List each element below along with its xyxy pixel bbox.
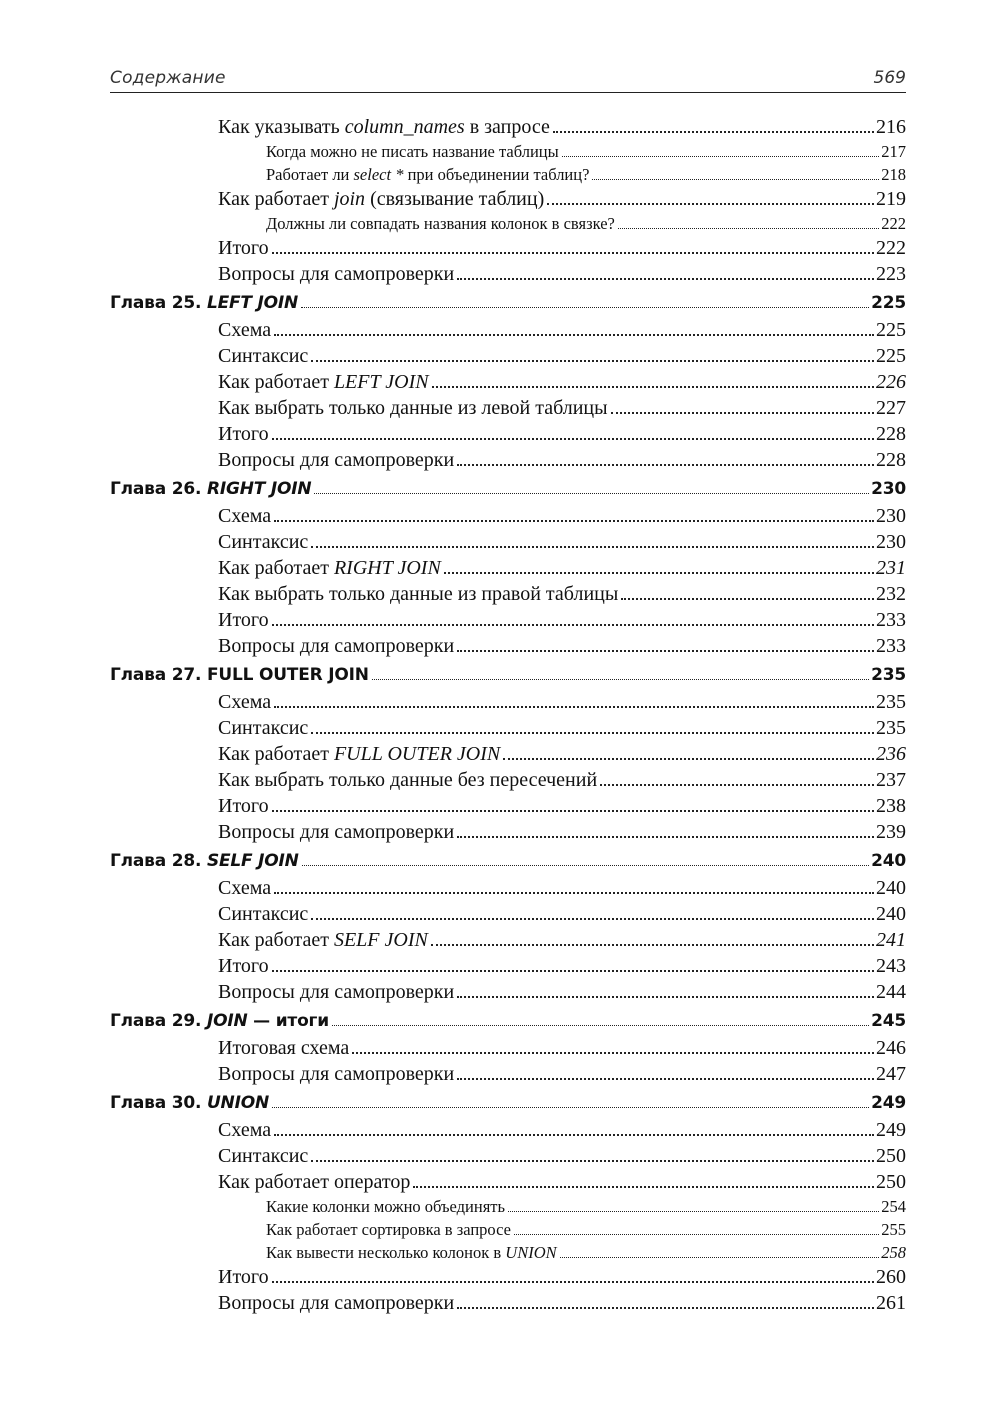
- chapter-page: 249: [871, 1093, 906, 1113]
- toc-entry[interactable]: [110, 531, 906, 557]
- toc-entry[interactable]: [110, 877, 906, 903]
- toc-chapter-30[interactable]: [110, 1093, 906, 1119]
- toc-entry[interactable]: [110, 821, 906, 847]
- toc-entry[interactable]: [110, 1171, 906, 1197]
- toc-entry-page: 250: [876, 1171, 906, 1193]
- toc-entry[interactable]: [110, 1292, 906, 1318]
- toc-entry-title: Работает ли select * при объединении таблиц?: [266, 165, 590, 184]
- dot-leader: [457, 278, 874, 280]
- toc-entry-title: Вопросы для самопроверки: [218, 1063, 455, 1085]
- toc-entry[interactable]: [110, 1145, 906, 1171]
- dot-leader: [503, 758, 874, 760]
- dot-leader: [314, 493, 869, 494]
- dot-leader: [311, 546, 874, 548]
- toc-entry-title: Итого: [218, 1266, 269, 1288]
- toc-entry-page: 216: [876, 116, 906, 138]
- dot-leader: [514, 1234, 879, 1235]
- toc-entry-page: 238: [876, 795, 906, 817]
- toc-entry-title: Синтаксис: [218, 717, 309, 739]
- chapter-page: 225: [871, 293, 906, 313]
- toc-entry[interactable]: [110, 1037, 906, 1063]
- toc-subentry[interactable]: [110, 142, 906, 165]
- toc-entry-title: Вопросы для самопроверки: [218, 821, 455, 843]
- dot-leader: [274, 1134, 874, 1136]
- dot-leader: [413, 1186, 874, 1188]
- toc-chapter-26[interactable]: [110, 479, 906, 505]
- dot-leader: [457, 650, 874, 652]
- toc-entry[interactable]: [110, 371, 906, 397]
- toc-entry-title: Должны ли совпадать названия колонок в связке?: [266, 214, 615, 233]
- dot-leader: [611, 412, 874, 414]
- dot-leader: [432, 386, 874, 388]
- toc-entry-title: Как вывести несколько колонок в UNION: [266, 1243, 557, 1262]
- toc-entry-title: Как работает FULL OUTER JOIN: [218, 743, 501, 765]
- dot-leader: [302, 865, 869, 866]
- toc-entry[interactable]: [110, 635, 906, 661]
- running-header-title: Содержание: [110, 68, 226, 88]
- toc-entry[interactable]: [110, 717, 906, 743]
- toc-entry-title: Как работает RIGHT JOIN: [218, 557, 441, 579]
- dot-leader: [457, 1078, 874, 1080]
- toc-entry-page: 225: [876, 319, 906, 341]
- toc-subentry[interactable]: [110, 1243, 906, 1266]
- toc-entry[interactable]: [110, 116, 906, 142]
- dot-leader: [560, 1257, 880, 1258]
- toc-entry[interactable]: [110, 743, 906, 769]
- dot-leader: [508, 1211, 879, 1212]
- toc-subentry[interactable]: [110, 214, 906, 237]
- toc-entry-page: 217: [881, 142, 906, 161]
- toc-entry-title: Схема: [218, 1119, 272, 1141]
- toc-entry[interactable]: [110, 1119, 906, 1145]
- toc-entry[interactable]: [110, 583, 906, 609]
- toc-entry-page: 255: [881, 1220, 906, 1239]
- running-header: [110, 66, 906, 93]
- toc-entry[interactable]: [110, 423, 906, 449]
- toc-entry-page: 241: [876, 929, 906, 951]
- dot-leader: [457, 464, 874, 466]
- toc-entry[interactable]: [110, 345, 906, 371]
- dot-leader: [272, 438, 874, 440]
- toc-entry-title: Итого: [218, 423, 269, 445]
- dot-leader: [272, 1107, 869, 1108]
- toc-entry[interactable]: [110, 609, 906, 635]
- toc-entry-page: 254: [881, 1197, 906, 1216]
- dot-leader: [272, 624, 874, 626]
- dot-leader: [352, 1052, 874, 1054]
- chapter-title: Глава 29. JOIN — итоги: [110, 1011, 329, 1031]
- toc-entry[interactable]: [110, 557, 906, 583]
- dot-leader: [274, 706, 874, 708]
- toc-entry-page: 240: [876, 877, 906, 899]
- toc-subentry[interactable]: [110, 1220, 906, 1243]
- toc-entry-page: 249: [876, 1119, 906, 1141]
- toc-entry-page: 228: [876, 449, 906, 471]
- toc-chapter-28[interactable]: [110, 851, 906, 877]
- toc-entry-page: 228: [876, 423, 906, 445]
- toc-entry-page: 240: [876, 903, 906, 925]
- toc-entry-page: 223: [876, 263, 906, 285]
- toc-entry-page: 226: [876, 371, 906, 393]
- chapter-page: 245: [871, 1011, 906, 1031]
- dot-leader: [444, 572, 874, 574]
- dot-leader: [274, 520, 874, 522]
- dot-leader: [547, 203, 874, 205]
- toc-entry-page: 243: [876, 955, 906, 977]
- toc-entry-title: Синтаксис: [218, 345, 309, 367]
- toc-entry-title: Итого: [218, 955, 269, 977]
- toc-entry-page: 218: [881, 165, 906, 184]
- dot-leader: [457, 1307, 874, 1309]
- dot-leader: [618, 228, 879, 229]
- toc-entry-page: 230: [876, 531, 906, 553]
- dot-leader: [311, 360, 874, 362]
- toc-entry-title: Как выбрать только данные из правой таблицы: [218, 583, 619, 605]
- toc-entry-title: Схема: [218, 691, 272, 713]
- dot-leader: [272, 970, 874, 972]
- chapter-title: Глава 28. SELF JOIN: [110, 851, 299, 871]
- toc-entry-title: Как работает join (связывание таблиц): [218, 188, 545, 210]
- toc-chapter-25[interactable]: [110, 293, 906, 319]
- toc-entry[interactable]: [110, 929, 906, 955]
- toc-entry-title: Вопросы для самопроверки: [218, 635, 455, 657]
- dot-leader: [562, 156, 880, 157]
- toc-entry-page: 237: [876, 769, 906, 791]
- toc-entry-title: Как работает LEFT JOIN: [218, 371, 429, 393]
- toc-chapter-29[interactable]: [110, 1011, 906, 1037]
- toc-entry-title: Синтаксис: [218, 1145, 309, 1167]
- dot-leader: [457, 996, 874, 998]
- toc-entry[interactable]: [110, 955, 906, 981]
- dot-leader: [372, 679, 869, 680]
- toc-entry[interactable]: [110, 397, 906, 423]
- dot-leader: [553, 131, 874, 133]
- toc-entry-page: 261: [876, 1292, 906, 1314]
- toc-entry-title: Как выбрать только данные без пересечений: [218, 769, 598, 791]
- dot-leader: [311, 1160, 874, 1162]
- chapter-title: Глава 30. UNION: [110, 1093, 269, 1113]
- toc-entry-title: Итоговая схема: [218, 1037, 350, 1059]
- toc-entry-page: 231: [876, 557, 906, 579]
- toc-entry-page: 232: [876, 583, 906, 605]
- chapter-page: 240: [871, 851, 906, 871]
- toc-entry-title: Схема: [218, 319, 272, 341]
- dot-leader: [274, 334, 874, 336]
- chapter-title: Глава 27. FULL OUTER JOIN: [110, 665, 369, 685]
- toc-entry-page: 235: [876, 717, 906, 739]
- dot-leader: [592, 179, 879, 180]
- toc-entry-title: Как выбрать только данные из левой таблицы: [218, 397, 608, 419]
- toc-entry[interactable]: [110, 188, 906, 214]
- toc-entry-title: Синтаксис: [218, 531, 309, 553]
- dot-leader: [311, 732, 874, 734]
- chapter-page: 230: [871, 479, 906, 499]
- toc-entry-page: 227: [876, 397, 906, 419]
- toc-entry-page: 233: [876, 635, 906, 657]
- toc-entry[interactable]: [110, 263, 906, 289]
- dot-leader: [272, 1281, 874, 1283]
- toc-subentry[interactable]: [110, 1197, 906, 1220]
- dot-leader: [332, 1025, 869, 1026]
- dot-leader: [311, 918, 874, 920]
- toc-entry[interactable]: [110, 505, 906, 531]
- toc-entry-page: 230: [876, 505, 906, 527]
- toc-subentry[interactable]: [110, 165, 906, 188]
- toc-entry-title: Как указывать column_names в запросе: [218, 116, 550, 138]
- dot-leader: [621, 598, 874, 600]
- toc-entry-title: Как работает SELF JOIN: [218, 929, 428, 951]
- toc-entry[interactable]: [110, 795, 906, 821]
- toc-chapter-27[interactable]: [110, 665, 906, 691]
- toc-entry[interactable]: [110, 1266, 906, 1292]
- table-of-contents: [110, 116, 906, 1318]
- page-number: 569: [873, 68, 906, 88]
- toc-entry-page: 222: [881, 214, 906, 233]
- dot-leader: [274, 892, 874, 894]
- toc-entry-title: Как работает оператор: [218, 1171, 411, 1193]
- toc-entry[interactable]: [110, 319, 906, 345]
- toc-entry-page: 250: [876, 1145, 906, 1167]
- toc-entry[interactable]: [110, 449, 906, 475]
- toc-entry-title: Схема: [218, 877, 272, 899]
- toc-entry-title: Итого: [218, 609, 269, 631]
- toc-entry-title: Вопросы для самопроверки: [218, 981, 455, 1003]
- dot-leader: [301, 307, 869, 308]
- toc-entry-title: Как работает сортировка в запросе: [266, 1220, 511, 1239]
- toc-entry[interactable]: [110, 981, 906, 1007]
- toc-entry-page: 219: [876, 188, 906, 210]
- toc-entry[interactable]: [110, 237, 906, 263]
- dot-leader: [457, 836, 874, 838]
- toc-entry-page: 233: [876, 609, 906, 631]
- toc-entry-title: Какие колонки можно объединять: [266, 1197, 506, 1216]
- toc-entry-page: 222: [876, 237, 906, 259]
- dot-leader: [431, 944, 874, 946]
- chapter-page: 235: [871, 665, 906, 685]
- toc-entry[interactable]: [110, 769, 906, 795]
- toc-entry-title: Синтаксис: [218, 903, 309, 925]
- toc-entry-page: 244: [876, 981, 906, 1003]
- toc-entry-title: Схема: [218, 505, 272, 527]
- toc-entry-page: 239: [876, 821, 906, 843]
- toc-entry-title: Итого: [218, 795, 269, 817]
- toc-entry-page: 247: [876, 1063, 906, 1085]
- toc-entry-page: 235: [876, 691, 906, 713]
- chapter-title: Глава 26. RIGHT JOIN: [110, 479, 312, 499]
- toc-entry-page: 236: [876, 743, 906, 765]
- chapter-title: Глава 25. LEFT JOIN: [110, 293, 299, 313]
- dot-leader: [272, 252, 874, 254]
- toc-entry-title: Когда можно не писать название таблицы: [266, 142, 559, 161]
- toc-entry[interactable]: [110, 691, 906, 717]
- toc-entry[interactable]: [110, 903, 906, 929]
- toc-entry-page: 260: [876, 1266, 906, 1288]
- toc-entry-page: 246: [876, 1037, 906, 1059]
- dot-leader: [272, 810, 874, 812]
- toc-entry[interactable]: [110, 1063, 906, 1089]
- toc-entry-page: 258: [881, 1243, 906, 1262]
- toc-entry-title: Вопросы для самопроверки: [218, 449, 455, 471]
- toc-entry-title: Вопросы для самопроверки: [218, 263, 455, 285]
- toc-entry-page: 225: [876, 345, 906, 367]
- toc-entry-title: Итого: [218, 237, 269, 259]
- dot-leader: [600, 784, 874, 786]
- toc-entry-title: Вопросы для самопроверки: [218, 1292, 455, 1314]
